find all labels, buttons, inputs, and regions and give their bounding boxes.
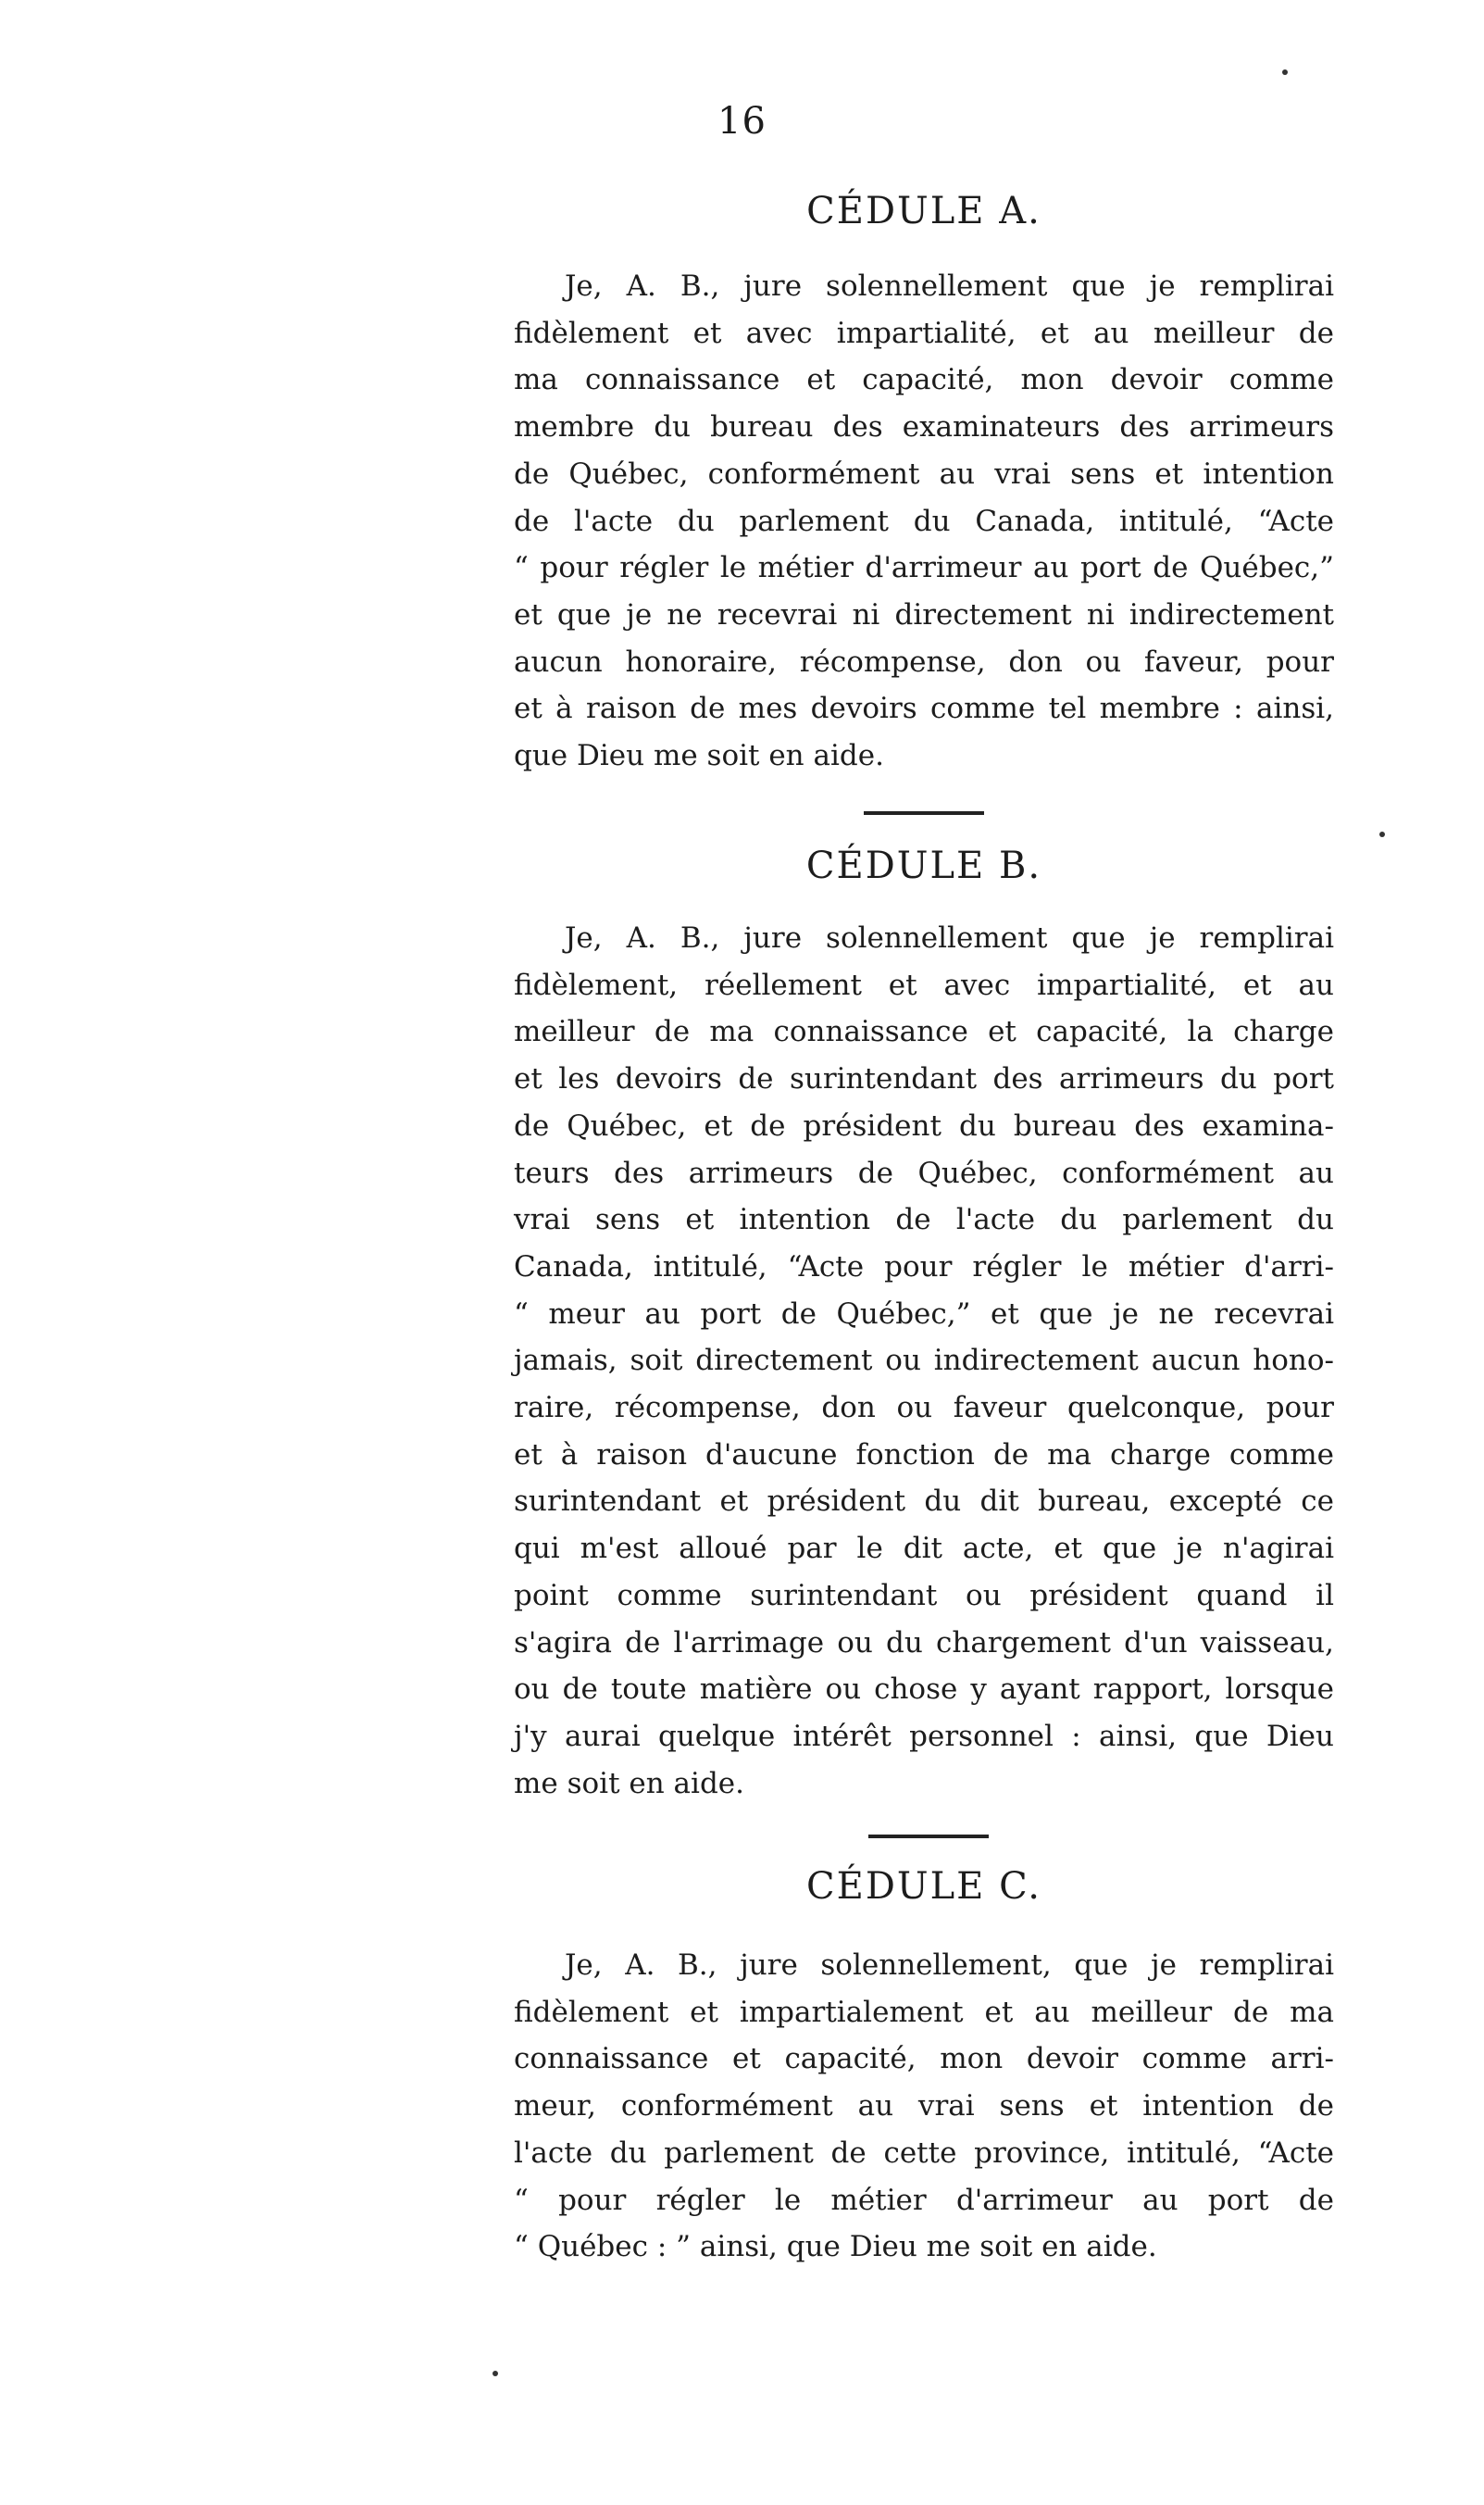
section-title: CÉDULE C. [806,1865,1041,1908]
section-cedule-c-body [514,1942,1334,2271]
scan-speck [493,2371,498,2376]
text-line: meilleur de ma connaissance et capacité, la charge [514,1015,1334,1049]
text-line: “ Québec : ” ainsi, que Dieu me soit en aide. [514,2230,1157,2264]
text-line: de Québec, conformément au vrai sens et intention [514,457,1334,491]
text-line: “ pour régler le métier d'arrimeur au port de Québec,” [514,551,1334,585]
text-line: meur, conformément au vrai sens et intention de [514,2089,1334,2123]
text-line: me soit en aide. [514,1766,744,1800]
text-line: raire, récompense, don ou faveur quelconque, pour [514,1391,1334,1425]
text-line: et à raison d'aucune fonction de ma charge comme [514,1437,1334,1472]
text-line: fidèlement et avec impartialité, et au meilleur de [514,316,1334,350]
text-line: Je, A. B., jure solennellement que je remplirai [565,269,1334,303]
text-line: et que je ne recevrai ni directement ni indirectement [514,597,1334,632]
section-cedule-a-body [514,263,1334,780]
text-line: de Québec, et de président du bureau des examina- [514,1108,1334,1143]
text-line: que Dieu me soit en aide. [514,739,884,773]
section-title: CÉDULE A. [806,190,1041,232]
text-line: vrai sens et intention de l'acte du parlement du [514,1203,1334,1237]
scan-speck [1379,832,1385,837]
text-line: s'agira de l'arrimage ou du chargement d'un vaisseau, [514,1625,1334,1660]
section-cedule-a [514,190,1334,232]
text-line: j'y aurai quelque intérêt personnel : ainsi, que Dieu [514,1719,1334,1753]
text-line: l'acte du parlement de cette province, intitulé, “Acte [514,2136,1334,2170]
text-line: Canada, intitulé, “Acte pour régler le métier d'arri- [514,1249,1334,1284]
text-line: Je, A. B., jure solennellement que je remplirai [565,921,1334,955]
text-line: qui m'est alloué par le dit acte, et que je n'agirai [514,1532,1334,1566]
text-line: connaissance et capacité, mon devoir comme arri- [514,2042,1334,2076]
text-line: fidèlement et impartialement et au meilleur de ma [514,1995,1334,2029]
text-line: ma connaissance et capacité, mon devoir comme [514,363,1334,397]
section-cedule-b [514,845,1334,887]
page-number: 16 [717,100,767,143]
text-line: Je, A. B., jure solennellement, que je remplirai [565,1948,1334,1982]
text-line: “ meur au port de Québec,” et que je ne recevrai [514,1296,1334,1331]
text-line: point comme surintendant ou président quand il [514,1578,1334,1612]
text-line: fidèlement, réellement et avec impartialité, et au [514,968,1334,1002]
section-divider [864,811,984,815]
text-line: et les devoirs de surintendant des arrimeurs du port [514,1062,1334,1096]
paragraph [514,1942,1334,2271]
text-line: de l'acte du parlement du Canada, intitulé, “Acte [514,504,1334,538]
paragraph [514,263,1334,780]
section-divider [868,1835,989,1838]
section-title: CÉDULE B. [805,845,1042,887]
text-line: teurs des arrimeurs de Québec, conformément au [514,1156,1334,1190]
section-cedule-c [514,1865,1334,1908]
text-line: aucun honoraire, récompense, don ou faveur, pour [514,645,1334,679]
text-line: ou de toute matière ou chose y ayant rapport, lorsque [514,1672,1334,1707]
text-line: membre du bureau des examinateurs des arrimeurs [514,410,1334,445]
text-line: jamais, soit directement ou indirectement aucun hono- [514,1344,1334,1378]
text-line: “ pour régler le métier d'arrimeur au port de [514,2183,1334,2217]
section-cedule-b-body [514,915,1334,1807]
scan-speck [1282,69,1288,75]
paragraph [514,915,1334,1807]
text-line: surintendant et président du dit bureau, excepté ce [514,1484,1334,1519]
text-line: et à raison de mes devoirs comme tel membre : ainsi, [514,692,1334,726]
